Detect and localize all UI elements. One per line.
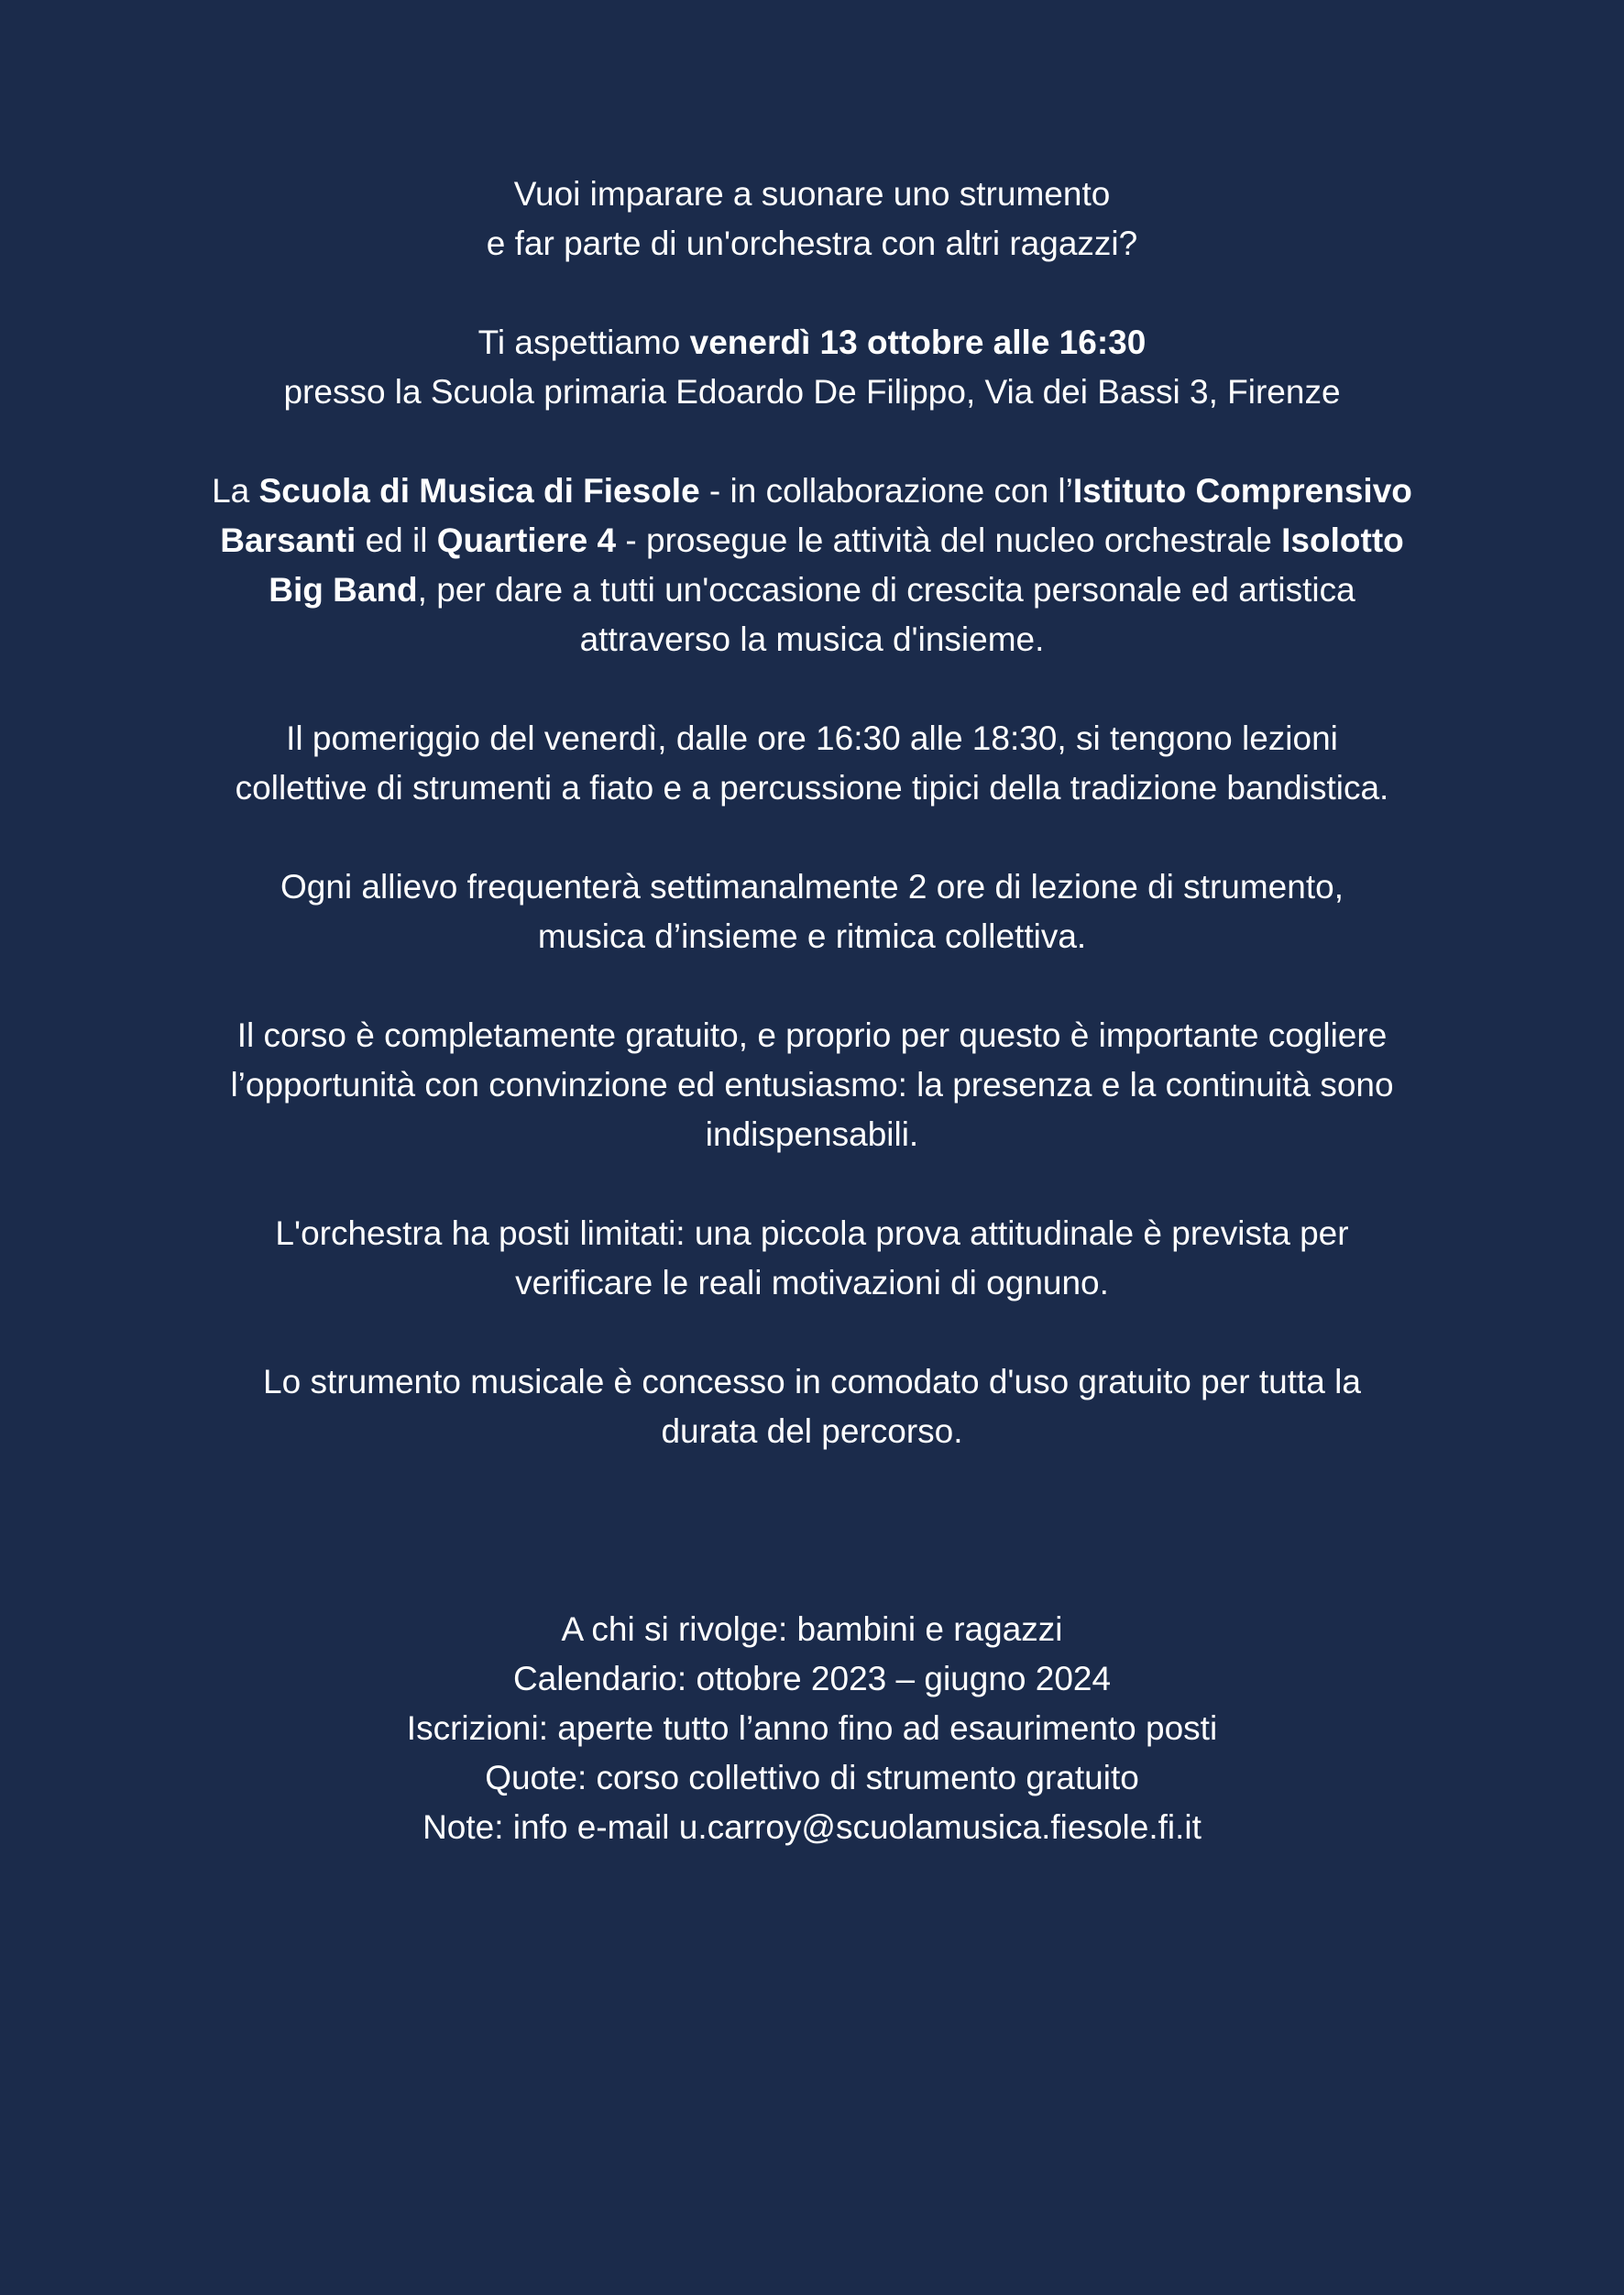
flyer-content xyxy=(119,170,1505,1852)
intro-line-1: Vuoi imparare a suonare uno strumento xyxy=(513,175,1111,213)
section-spacer xyxy=(119,1506,1505,1605)
institute-name-part-2: Barsanti xyxy=(220,522,357,559)
schedule-paragraph xyxy=(119,714,1505,813)
about-text-5: , per dare a tutti un'occasione di crescita personale ed artistica xyxy=(417,571,1355,609)
limited-places-paragraph xyxy=(119,1209,1505,1308)
info-fees: Quote: corso collettivo di strumento gratuito xyxy=(485,1759,1139,1796)
about-paragraph xyxy=(119,467,1505,664)
about-line-2 xyxy=(119,516,1505,566)
limited-line-2: verificare le reali motivazioni di ognuno. xyxy=(515,1264,1109,1301)
info-audience: A chi si rivolge: bambini e ragazzi xyxy=(561,1610,1063,1648)
event-date-time: venerdì 13 ottobre alle 16:30 xyxy=(689,324,1147,361)
about-line-1 xyxy=(119,467,1505,516)
about-text-1: La xyxy=(212,472,259,510)
free-course-paragraph xyxy=(119,1011,1505,1159)
institute-name-part-1: Istituto Comprensivo xyxy=(1072,472,1412,510)
event-location: presso la Scuola primaria Edoardo De Filippo, Via dei Bassi 3, Firenze xyxy=(283,373,1341,411)
event-prefix: Ti aspettiamo xyxy=(477,324,690,361)
instrument-loan-paragraph xyxy=(119,1357,1505,1456)
about-text-2: - in collaborazione con l’ xyxy=(699,472,1073,510)
event-when-line xyxy=(119,318,1505,368)
instrument-line-2: durata del percorso. xyxy=(661,1412,963,1450)
weekly-line-2: musica d’insieme e ritmica collettiva. xyxy=(537,917,1087,955)
info-block xyxy=(119,1605,1505,1852)
free-line-3: indispensabili. xyxy=(705,1115,919,1153)
about-text-3: ed il xyxy=(356,522,437,559)
intro-line-2: e far parte di un'orchestra con altri ragazzi? xyxy=(486,225,1138,262)
limited-line-1: L'orchestra ha posti limitati: una piccola prova attitudinale è prevista per xyxy=(275,1214,1349,1252)
school-name: Scuola di Musica di Fiesole xyxy=(258,472,700,510)
info-notes: Note: info e-mail u.carroy@scuolamusica.fiesole.fi.it xyxy=(422,1808,1202,1846)
info-calendar: Calendario: ottobre 2023 – giugno 2024 xyxy=(512,1660,1112,1697)
about-line-3 xyxy=(119,566,1505,615)
schedule-line-1: Il pomeriggio del venerdì, dalle ore 16:30 alle 18:30, si tengono lezioni xyxy=(286,719,1338,757)
event-paragraph xyxy=(119,318,1505,417)
weekly-paragraph xyxy=(119,862,1505,961)
band-name-part-1: Isolotto xyxy=(1281,522,1404,559)
info-enrollment: Iscrizioni: aperte tutto l’anno fino ad esaurimento posti xyxy=(406,1709,1218,1747)
band-name-part-2: Big Band xyxy=(269,571,418,609)
free-line-1: Il corso è completamente gratuito, e proprio per questo è importante cogliere xyxy=(236,1016,1388,1054)
district-name: Quartiere 4 xyxy=(436,522,617,559)
intro-paragraph xyxy=(119,170,1505,269)
weekly-line-1: Ogni allievo frequenterà settimanalmente 2 ore di lezione di strumento, xyxy=(280,868,1344,906)
about-text-4: - prosegue le attività del nucleo orchestrale xyxy=(616,522,1282,559)
free-line-2: l’opportunità con convinzione ed entusiasmo: la presenza e la continuità sono xyxy=(230,1066,1394,1104)
schedule-line-2: collettive di strumenti a fiato e a percussione tipici della tradizione bandistica. xyxy=(235,769,1389,807)
instrument-line-1: Lo strumento musicale è concesso in comodato d'uso gratuito per tutta la xyxy=(263,1363,1361,1400)
about-line-4: attraverso la musica d'insieme. xyxy=(579,620,1045,658)
